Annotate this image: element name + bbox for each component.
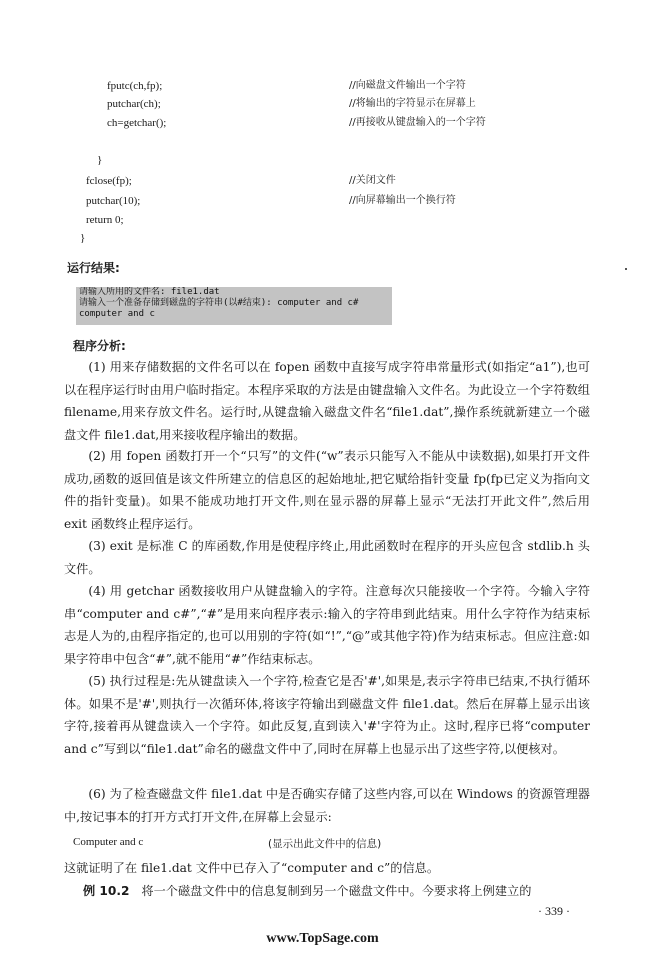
- code-line: return 0;: [86, 214, 124, 226]
- terminal-output: [76, 287, 392, 325]
- example-text: 将一个磁盘文件中的信息复制到另一个磁盘文件中。今要求将上例建立的: [141, 884, 532, 898]
- code-comment: //再接收从键盘输入的一个字符: [349, 117, 486, 128]
- example-line: [83, 882, 531, 899]
- example-label: 例 10.2: [83, 884, 130, 898]
- code-line: putchar(ch);: [107, 98, 161, 110]
- paragraph-2: (2) 用 fopen 函数打开一个“只写”的文件(“w”表示只能写入不能从中读数据),如果打开文件成功,函数的返回值是该文件所建立的信息区的起始地址,把它赋给指针变量 fp(fp已定义为指向文件的指针变量)。如果不能成功地打开文件,则在显示器的屏幕上显示“无法打开此文件”,然后用 exit 函数终止程序运行。: [64, 449, 590, 531]
- terminal-line: computer and c: [79, 309, 155, 319]
- code-line: fclose(fp);: [86, 175, 132, 187]
- code-brace: }: [97, 154, 103, 166]
- code-comment: //关闭文件: [349, 175, 396, 186]
- scan-speck: [625, 268, 627, 270]
- paragraph-3: (3) exit 是标准 C 的库函数,作用是使程序终止,用此函数时在程序的开头应包含 stdlib.h 头文件。: [64, 539, 590, 576]
- code-comment: //向磁盘文件输出一个字符: [349, 80, 466, 91]
- code-comment: //向屏幕输出一个换行符: [349, 195, 456, 206]
- page-number: · 339 ·: [538, 904, 570, 918]
- analysis-heading: 程序分析:: [73, 339, 126, 353]
- paragraph-6: (6) 为了检查磁盘文件 file1.dat 中是否确实存储了这些内容,可以在 Windows 的资源管理器中,按记事本的打开方式打开文件,在屏幕上会显示:: [64, 787, 590, 824]
- run-result-heading: 运行结果:: [67, 261, 120, 275]
- code-brace: }: [80, 232, 86, 244]
- terminal-line: 请输入一个准备存储到磁盘的字符串(以#结束): computer and c#: [79, 298, 359, 308]
- terminal-line: 请输入所用的文件名: file1.dat: [79, 287, 220, 297]
- display-text: Computer and c: [73, 836, 144, 848]
- paragraph-1: (1) 用来存储数据的文件名可以在 fopen 函数中直接写成字符串常量形式(如指定“a1”),也可以在程序运行时由用户临时指定。本程序采取的方法是由键盘输入文件名。为此设立一个字符数组 filename,用来存放文件名。运行时,从键盘输入磁盘文件名“file1.dat”,操作系统就新建立一个磁盘文件 file1.dat,用来接收程序输出的数据。: [64, 360, 590, 442]
- code-line: fputc(ch,fp);: [107, 80, 163, 92]
- code-line: ch=getchar();: [107, 117, 167, 129]
- conclusion-text: 这就证明了在 file1.dat 文件中已存入了“computer and c”的信息。: [64, 861, 440, 875]
- display-note: (显示出此文件中的信息): [268, 838, 382, 850]
- code-line: putchar(10);: [86, 195, 141, 207]
- paragraph-4: (4) 用 getchar 函数接收用户从键盘输入的字符。注意每次只能接收一个字符。今输入字符串“computer and c#”,“#”是用来向程序表示:输入的字符串到此结束。用什么字符作为结束标志是人为的,由程序指定的,也可以用别的字符(如“!”,“@”或其他字符)作为结束标志。但应注意:如果字符串中包含“#”,就不能用“#”作结束标志。: [64, 584, 590, 666]
- paragraph-5: (5) 执行过程是:先从键盘读入一个字符,检查它是否'#',如果是,表示字符串已结束,不执行循环体。如果不是'#',则执行一次循环体,将该字符输出到磁盘文件 file1.dat。然后在屏幕上显示出该字符,接着再从键盘读入一个字符。如此反复,直到读入'#'字符为止。这时,程序已将“computer and c”写到以“file1.dat”命名的磁盘文件中了,同时在屏幕上也显示出了这些字符,以便核对。: [64, 674, 590, 756]
- footer-url: www.TopSage.com: [266, 931, 379, 946]
- code-comment: //将输出的字符显示在屏幕上: [349, 98, 476, 109]
